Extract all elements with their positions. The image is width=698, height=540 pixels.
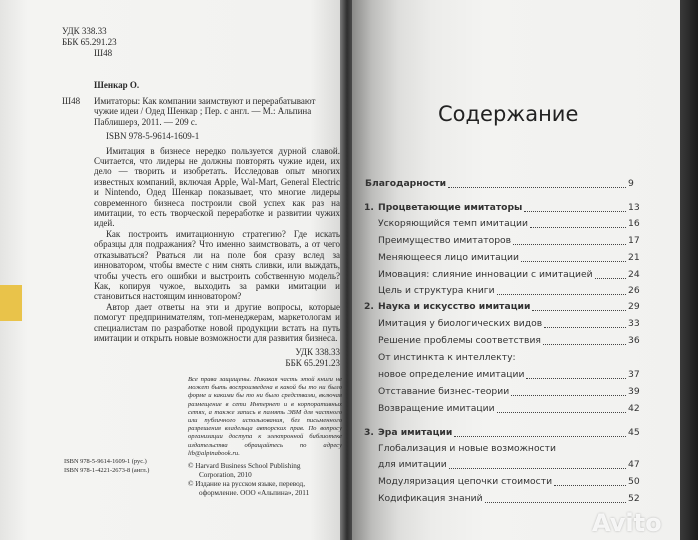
leader-dots: [497, 294, 626, 295]
toc-title: для имитации: [378, 459, 447, 470]
toc-entry: [0, 427, 698, 441]
toc-page-number: 36: [628, 335, 640, 346]
leader-dots: [524, 211, 626, 212]
toc-page-number: 37: [628, 369, 640, 380]
toc-title: Отставание бизнес-теории: [378, 386, 510, 397]
leader-dots: [544, 327, 626, 328]
toc-title: Преимущество имитаторов: [378, 235, 512, 246]
leader-dots: [511, 395, 626, 396]
toc-entry: [0, 235, 698, 249]
toc-page-number: 29: [628, 301, 640, 312]
toc-page-number: 24: [628, 269, 640, 280]
toc-title: Решение проблемы соответствия: [378, 335, 541, 346]
bbk-bottom: ББК 65.291.23: [285, 357, 340, 368]
toc-page-number: 21: [628, 252, 640, 263]
toc-entry: [0, 252, 698, 266]
contents-title: Содержание: [438, 102, 579, 126]
toc-entry: [0, 352, 698, 366]
leader-dots: [543, 344, 626, 345]
leader-dots: [513, 244, 626, 245]
toc-title: Имитация у биологических видов: [378, 318, 543, 329]
rights-notice: Все права защищены. Никакая часть этой книги не может быть воспроизведена в какой бы то ни было форме и какими бы то ни было средствами, включая размещение в сети Интернет и в корпоративных сетях, а также запись в память ЭВМ для частного или публичного использования, без письменного разрешения владельца авторских прав. По вопросу организации доступа к электронной библиотеке издательства обращайтесь по адресу lib@alpinabook.ru.: [188, 376, 342, 457]
toc-title: Глобализация и новые возможности: [378, 443, 556, 454]
toc-entry: [0, 301, 698, 315]
author-code-2: Ш48: [62, 96, 81, 106]
toc-entry: [0, 386, 698, 400]
toc-entry: [0, 285, 698, 299]
toc-page-number: 39: [628, 386, 640, 397]
annotation-paragraph: Имитация в бизнесе нередко пользуется дурной славой. Считается, что лидеры не должны повторять чужие идеи, их дело — творить и изобретать. Исследовав опыт многих известных компаний, включая Apple, Wal-Mart, General Electric и Nintendo, Одед Шенкар показывает, что многие лидеры современного бизнеса построили свой успех как раз на имитации, то есть творческой переработке и развитии чужих идей.: [94, 145, 340, 229]
udk: УДК 338.33: [62, 26, 107, 36]
leader-dots: [526, 378, 626, 379]
toc-entry: [0, 369, 698, 383]
toc-page-number: 47: [628, 459, 640, 470]
toc-title: Процветающие имитаторы: [378, 202, 523, 213]
bbk: ББК 65.291.23: [62, 37, 117, 47]
toc-entry: [0, 318, 698, 332]
toc-page-number: 16: [628, 218, 640, 229]
leader-dots: [454, 436, 626, 437]
toc-title: От инстинкта к интеллекту:: [378, 352, 516, 363]
copyright-harvard: © Harvard Business School Publishing: [188, 462, 301, 471]
toc-title: Благодарности: [365, 178, 447, 189]
isbn-ru: ISBN 978-5-9614-1609-1 (рус.): [64, 458, 147, 465]
isbn: ISBN 978-5-9614-1609-1: [106, 131, 200, 142]
isbn-en: ISBN 978-1-4221-2673-8 (англ.): [64, 467, 150, 474]
leader-dots: [448, 187, 626, 188]
chapter-number: 1.: [364, 202, 374, 213]
copyright-alpina: © Издание на русском языке, перевод,: [188, 480, 305, 489]
toc-page-number: 50: [628, 476, 640, 487]
toc-page-number: 17: [628, 235, 640, 246]
toc-entry: [0, 443, 698, 457]
toc-title: Наука и искусство имитации: [378, 301, 531, 312]
toc-title: Меняющееся лицо имитации: [378, 252, 519, 263]
toc-title: новое определение имитации: [378, 369, 525, 380]
leader-dots: [485, 502, 626, 503]
toc-page-number: 26: [628, 285, 640, 296]
toc-title: Эра имитации: [378, 427, 453, 438]
toc-entry: [0, 335, 698, 349]
udk-bottom: УДК 338.33: [295, 347, 340, 358]
toc-title: Кодификация знаний: [378, 493, 483, 504]
toc-entry: [0, 202, 698, 216]
toc-page-number: 45: [628, 427, 640, 438]
leader-dots: [554, 485, 626, 486]
leader-dots: [449, 468, 626, 469]
annotation-paragraph: Как построить имитационную стратегию? Где искать образцы для подражания? Что именно заимствовать, а от чего отказываться? Рваться ли на поле боя сразу вслед за инноватором, чтобы вместе с ним снять сливки, или выждать, чтобы учесть его ошибки и выстроить собственную модель? Как, копируя чужое, выходить за рамки имитации и становиться настоящим инноватором?: [94, 228, 340, 302]
toc-entry: [0, 493, 698, 507]
leader-dots: [497, 412, 626, 413]
toc-entry: [0, 476, 698, 490]
toc-title: Возвращение имитации: [378, 403, 495, 414]
leader-dots: [521, 261, 626, 262]
leader-dots: [530, 227, 626, 228]
leader-dots: [595, 278, 626, 279]
toc-entry: [0, 459, 698, 473]
toc-entry: [0, 403, 698, 417]
toc-title: Цель и структура книги: [378, 285, 495, 296]
author: Шенкар О.: [94, 80, 140, 90]
copyright-harvard-2: Corporation, 2010: [199, 471, 252, 480]
toc-entry: [0, 218, 698, 232]
toc-page-number: 42: [628, 403, 640, 414]
toc-page-number: 13: [628, 202, 640, 213]
author-code: Ш48: [94, 48, 113, 58]
toc-entry: [0, 178, 698, 192]
toc-title: Ускоряющийся темп имитации: [378, 218, 528, 229]
chapter-number: 2.: [364, 301, 374, 312]
avito-watermark: Avito: [592, 509, 662, 537]
toc-title: Имовация: слияние инновации с имитацией: [378, 269, 593, 280]
chapter-number: 3.: [364, 427, 374, 438]
copyright-alpina-2: оформление. ООО «Альпина», 2011: [199, 489, 310, 498]
bibliographic-record: Имитаторы: Как компании заимствуют и перерабатывают чужие идеи / Одед Шенкар ; Пер. с англ. — М.: Альпина Паблишерз, 2011. — 209 с.: [94, 96, 316, 127]
toc-page-number: 9: [628, 178, 634, 189]
toc-page-number: 52: [628, 493, 640, 504]
toc-page-number: 33: [628, 318, 640, 329]
leader-dots: [532, 310, 626, 311]
annotation-paragraph: Автор дает ответы на эти и другие вопросы, которые помогут предпринимателям, топ-менеджерам, маркетологам и специалистам по разработке новой продукции встать на путь имитации и открыть новые возможности для развития бизнеса.: [94, 301, 340, 343]
toc-entry: [0, 269, 698, 283]
toc-title: Модуляризация цепочки стоимости: [378, 476, 553, 487]
